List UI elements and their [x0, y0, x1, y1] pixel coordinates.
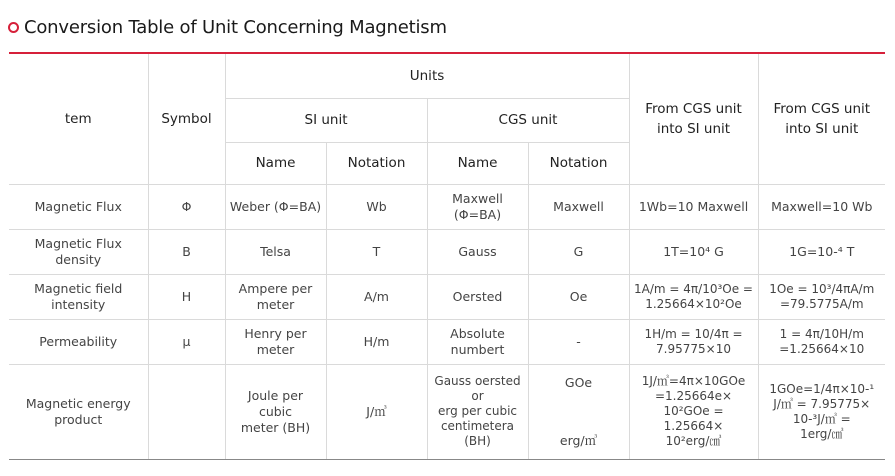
- cell-si-name: Ampere per meter: [225, 274, 326, 319]
- cell-conv2: Maxwell=10 Wb: [758, 184, 885, 229]
- bullet-circle-icon: [8, 22, 19, 33]
- cell-conv1: 1T=10⁴ G: [629, 229, 758, 274]
- header-units: Units: [225, 53, 629, 98]
- cell-conv2: 1Oe = 10³/4πA/m =79.5775A/m: [758, 274, 885, 319]
- cell-cgs-name: Gauss oersted or erg per cubic centimetera (BH): [427, 364, 528, 459]
- table-row: [9, 364, 885, 459]
- cell-si-name: Henry per meter: [225, 319, 326, 364]
- cell-item: Permeability: [9, 319, 148, 364]
- table-row: [9, 319, 885, 364]
- cell-item: Magnetic Flux density: [9, 229, 148, 274]
- cell-si-name: Weber (Φ=BA): [225, 184, 326, 229]
- table-row: [9, 184, 885, 229]
- cell-conv1: 1A/m = 4π/10³Oe = 1.25664×10²Oe: [629, 274, 758, 319]
- conversion-table: [9, 52, 885, 460]
- cell-conv1: 1J/㎥=4π×10GOe =1.25664e× 10²GOe = 1.25664× 10²erg/㎤: [629, 364, 758, 459]
- cell-si-name: Joule per cubic meter (BH): [225, 364, 326, 459]
- header-si-name: Name: [225, 142, 326, 184]
- table-row: [9, 274, 885, 319]
- cell-si-notation: Wb: [326, 184, 427, 229]
- header-symbol: Symbol: [148, 53, 225, 184]
- cell-conv1: 1Wb=10 Maxwell: [629, 184, 758, 229]
- cell-conv2: 1G=10-⁴ T: [758, 229, 885, 274]
- title-row: [8, 14, 447, 40]
- page-title: Conversion Table of Unit Concerning Magnetism: [24, 16, 447, 38]
- header-si-notation: Notation: [326, 142, 427, 184]
- cell-symbol: μ: [148, 319, 225, 364]
- cell-symbol: [148, 364, 225, 459]
- cgs-notation-erg: erg/㎥: [559, 432, 598, 448]
- cell-cgs-notation: G: [528, 229, 629, 274]
- table-row: [9, 229, 885, 274]
- cell-cgs-notation: [528, 364, 629, 459]
- cell-cgs-notation: Oe: [528, 274, 629, 319]
- header-cgs-notation: Notation: [528, 142, 629, 184]
- cell-si-notation: J/㎥: [326, 364, 427, 459]
- cell-si-notation: H/m: [326, 319, 427, 364]
- cgs-notation-goe: GOe: [564, 374, 593, 390]
- header-si-unit: SI unit: [225, 98, 427, 142]
- cell-conv2: 1 = 4π/10H/m =1.25664×10: [758, 319, 885, 364]
- header-cgs-name: Name: [427, 142, 528, 184]
- cell-item: Magnetic field intensity: [9, 274, 148, 319]
- cell-si-notation: T: [326, 229, 427, 274]
- header-item: tem: [9, 53, 148, 184]
- cell-si-name: Telsa: [225, 229, 326, 274]
- cell-conv1: 1H/m = 10/4π = 7.95775×10: [629, 319, 758, 364]
- cell-symbol: Φ: [148, 184, 225, 229]
- header-cgs-unit: CGS unit: [427, 98, 629, 142]
- cell-cgs-name: Oersted: [427, 274, 528, 319]
- cell-cgs-name: Maxwell (Φ=BA): [427, 184, 528, 229]
- cell-item: Magnetic Flux: [9, 184, 148, 229]
- header-from-cgs-2: From CGS unit into SI unit: [758, 53, 885, 184]
- header-from-cgs-1: From CGS unit into SI unit: [629, 53, 758, 184]
- cell-cgs-notation: -: [528, 319, 629, 364]
- cell-symbol: B: [148, 229, 225, 274]
- cell-cgs-notation: Maxwell: [528, 184, 629, 229]
- cell-symbol: H: [148, 274, 225, 319]
- cell-item: Magnetic energy product: [9, 364, 148, 459]
- cell-cgs-name: Absolute numbert: [427, 319, 528, 364]
- cell-conv2: 1GOe=1/4π×10-¹ J/㎥ = 7.95775× 10-³J/㎥ = 1erg/㎤: [758, 364, 885, 459]
- cell-cgs-name: Gauss: [427, 229, 528, 274]
- cell-si-notation: A/m: [326, 274, 427, 319]
